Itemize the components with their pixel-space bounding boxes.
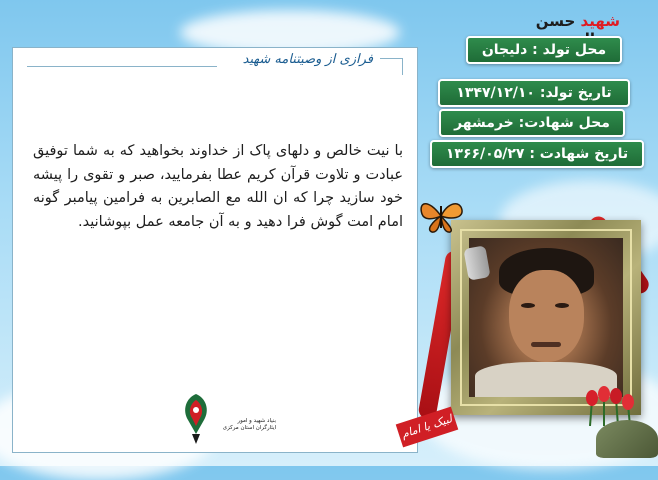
birth-date-badge: تاریخ تولد: ۱۳۴۷/۱۲/۱۰ <box>438 79 630 107</box>
helmet-icon <box>596 420 658 458</box>
foundation-logo <box>178 390 214 446</box>
martyrdom-date-badge: تاریخ شهادت : ۱۳۶۶/۰۵/۲۷ <box>430 140 644 168</box>
butterfly-icon <box>418 198 464 234</box>
card-rule <box>27 66 217 67</box>
birthplace-badge: محل تولد : دلیجان <box>466 36 622 64</box>
martyr-title-label: شهید <box>580 12 620 30</box>
foundation-caption: بنیاد شهید و امور ایثارگران استان مرکزی <box>222 418 276 431</box>
testament-text: با نیت خالص و دلهای پاک از خداوند بخواهید که به شما توفیق عبادت و تلاوت قرآن کریم عطا بفرمایید، صبر و تقوی را پیشه خود سازید چرا که ان الله مع الصابرین به فرامین پیامبر گونه امام امت گوش فرا دهید و به آن جامعه عمل بپوشانید. <box>33 143 403 230</box>
photo-mouth <box>531 342 561 347</box>
photo-hair <box>499 248 594 296</box>
photo-eye <box>555 303 569 308</box>
martyrdom-place-badge: محل شهادت: خرمشهر <box>439 109 625 137</box>
labbayk-banner: لبیک یا امام <box>396 407 459 448</box>
testament-heading: فرازی از وصیتنامه شهید <box>242 52 373 67</box>
card-bracket <box>380 58 403 75</box>
photo-face <box>509 270 584 362</box>
photo-eye <box>521 303 535 308</box>
testament-card <box>12 47 418 453</box>
martyr-photo <box>469 238 623 397</box>
martyr-name: حسن <box>535 12 576 30</box>
